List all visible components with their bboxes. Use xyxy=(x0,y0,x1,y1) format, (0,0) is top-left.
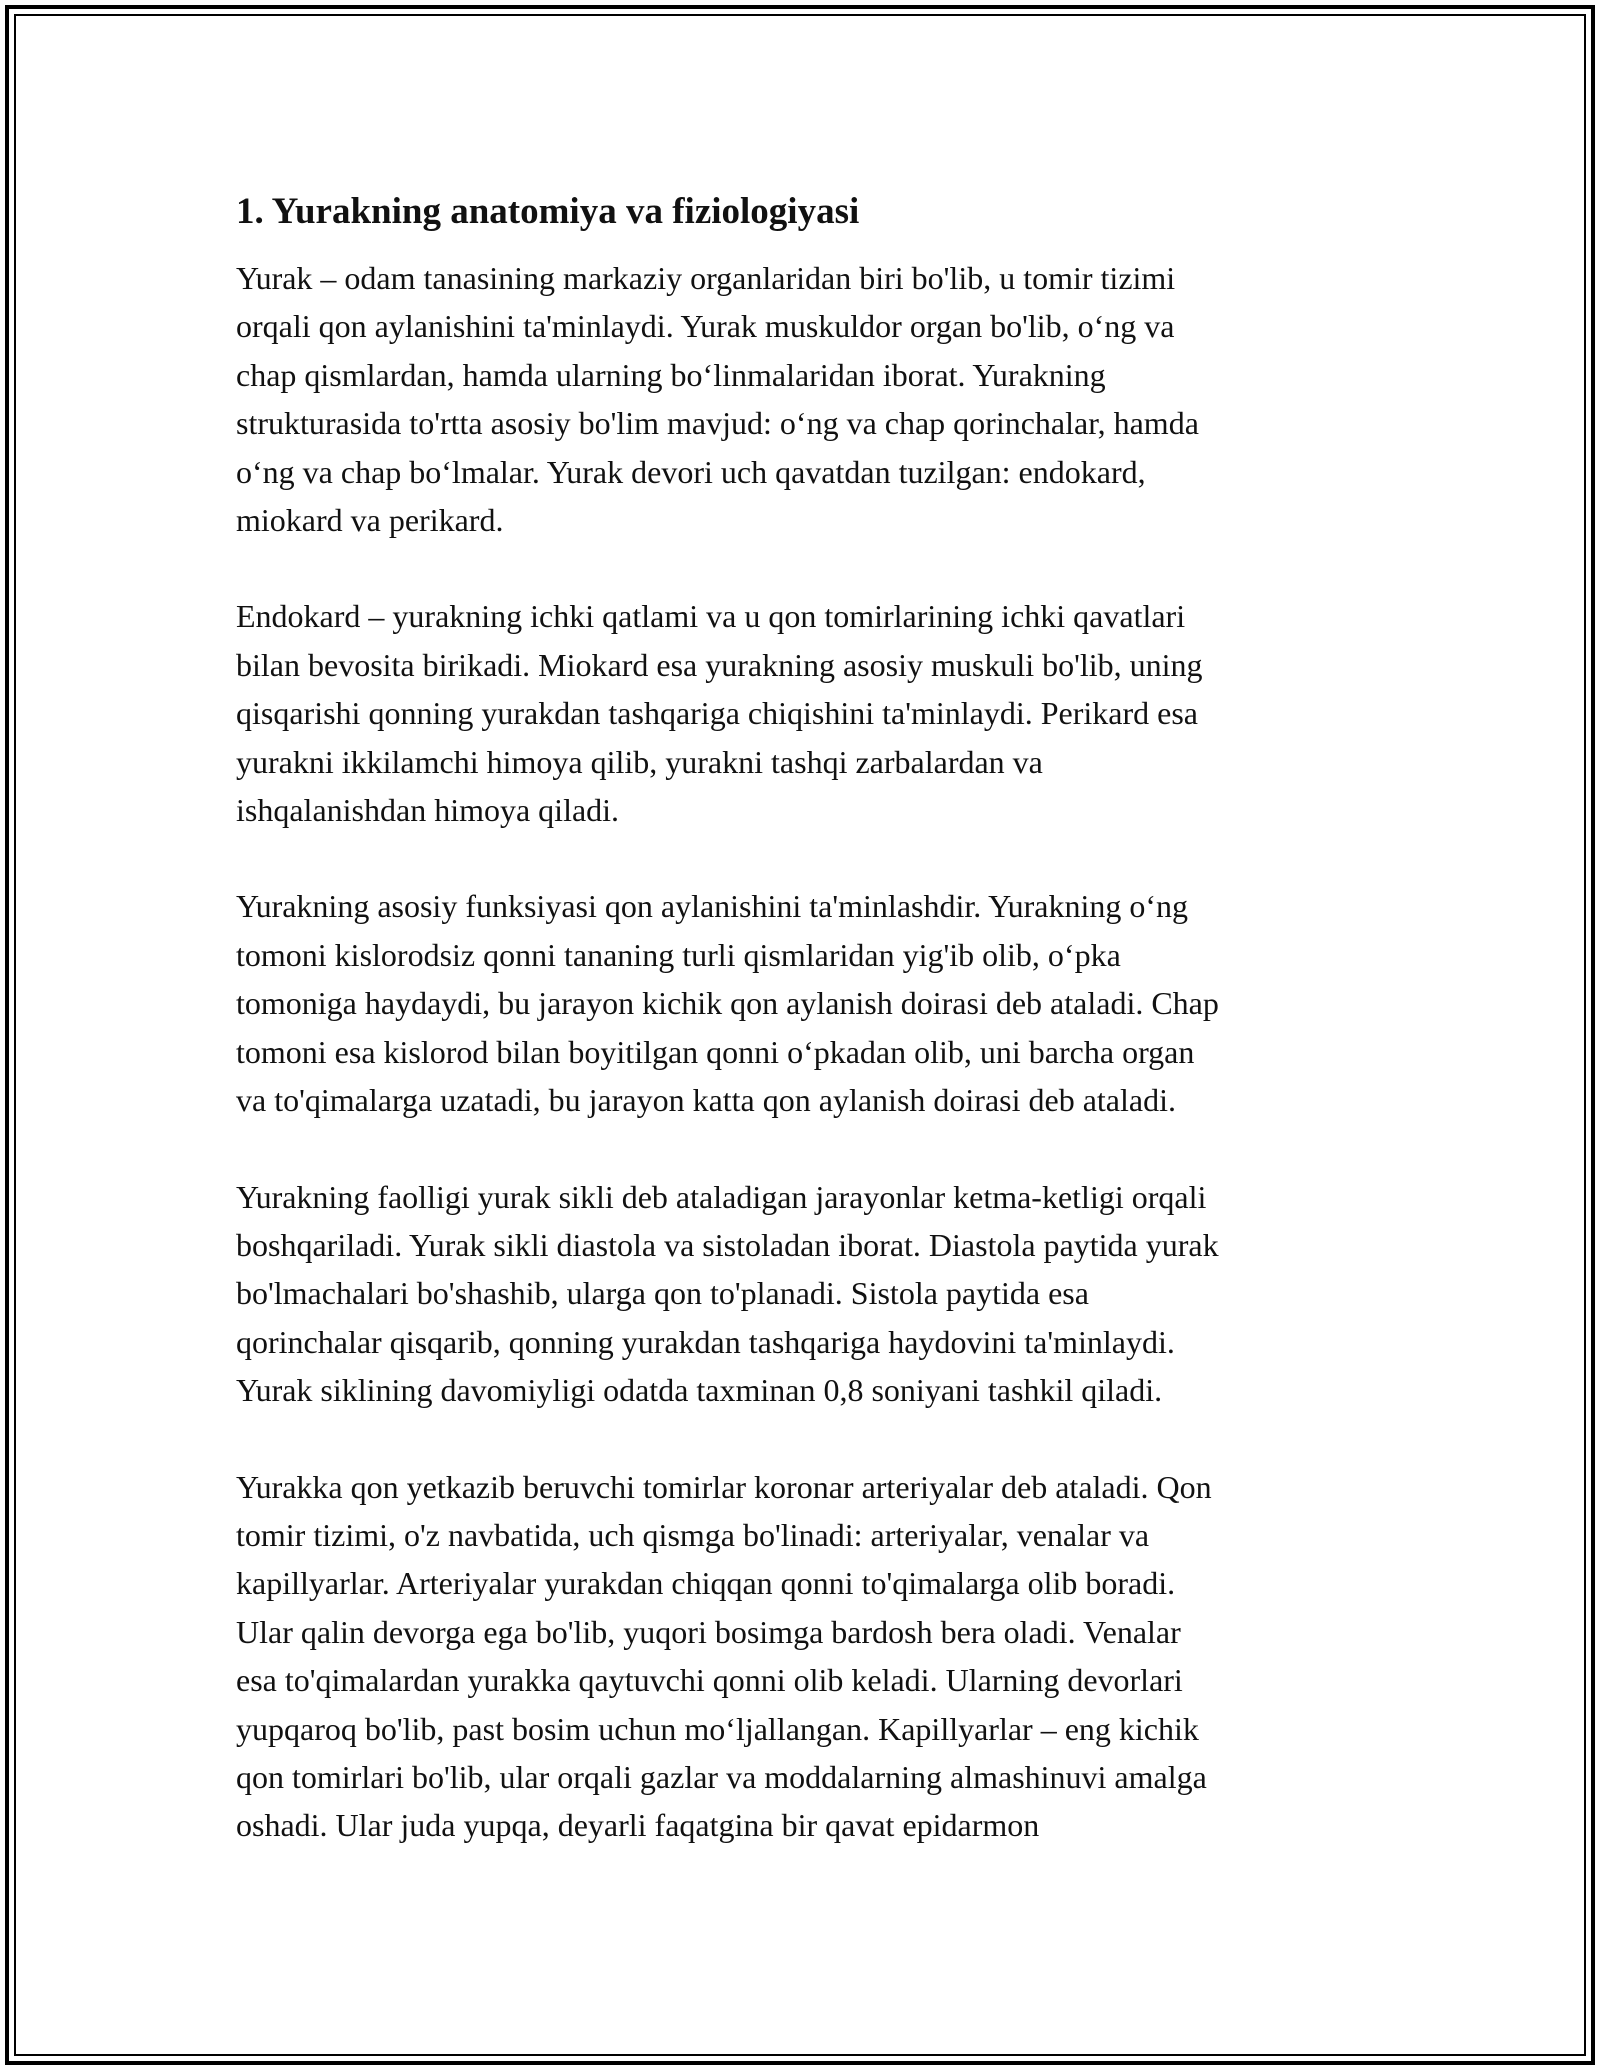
paragraph-blood-vessels: Yurakka qon yetkazib beruvchi tomirlar koronar arteriyalar deb ataladi. Qon tomir tizimi, o'z navbatida, uch qismga bo'linadi: arteriyalar, venalar va kapillyarlar. Arteriyalar yurakdan chiqqan qonni to'qimalarga olib boradi. Ular qalin devorga ega bo'lib, yuqori bosimga bardosh bera oladi. Venalar esa to'qimalardan yurakka qaytuvchi qonni olib keladi. Ularning devorlari yupqaroq bo'lib, past bosim uchun mo‘ljallangan. Kapillyarlar – eng kichik qon tomirlari bo'lib, ular orqali gazlar va moddalarning almashinuvi amalga oshadi. Ular juda yupqa, deyarli faqatgina bir qavat epidarmon xyxy=(236,1468,1212,1844)
paragraph-cardiac-cycle: Yurakning faolligi yurak sikli deb ataladigan jarayonlar ketma-ketligi orqali boshqariladi. Yurak sikli diastola va sistoladan iborat. Diastola paytida yurak bo'lmachalari bo'shashib, ularga qon to'planadi. Sistola paytida esa qorinchalar qisqarib, qonning yurakdan tashqariga haydovini ta'minlaydi. Yurak siklining davomiyligi odatda taxminan 0,8 soniyani tashkil qiladi. xyxy=(236,1178,1219,1409)
paragraph-heart-layers: Endokard – yurakning ichki qatlami va u qon tomirlarining ichki qavatlari bilan bevosita birikadi. Miokard esa yurakning asosiy muskuli bo'lib, uning qisqarishi qonning yurakdan tashqariga chiqishini ta'minlaydi. Perikard esa yurakni ikkilamchi himoya qilib, yurakni tashqi zarbalardan va ishqalanishdan himoya qiladi. xyxy=(236,598,1203,829)
section-heading: 1. Yurakning anatomiya va fiziologiyasi xyxy=(236,191,860,232)
document-body xyxy=(236,186,1386,1898)
paragraph-heart-overview: Yurak – odam tanasining markaziy organlaridan biri bo'lib, u tomir tizimi orqali qon aylanishini ta'minlaydi. Yurak muskuldor organ bo'lib, o‘ng va chap qismlardan, hamda ularning bo‘linmalaridan iborat. Yurakning strukturasida to'rtta asosiy bo'lim mavjud: o‘ng va chap qorinchalar, hamda o‘ng va chap bo‘lmalar. Yurak devori uch qavatdan tuzilgan: endokard, miokard va perikard. xyxy=(236,260,1199,539)
paragraph-circulation: Yurakning asosiy funksiyasi qon aylanishini ta'minlashdir. Yurakning o‘ng tomoni kislorodsiz qonni tananing turli qismlaridan yig'ib olib, o‘pka tomoniga haydaydi, bu jarayon kichik qon aylanish doirasi deb ataladi. Chap tomoni esa kislorod bilan boyitilgan qonni o‘pkadan olib, uni barcha organ va to'qimalarga uzatadi, bu jarayon katta qon aylanish doirasi deb ataladi. xyxy=(236,888,1219,1119)
